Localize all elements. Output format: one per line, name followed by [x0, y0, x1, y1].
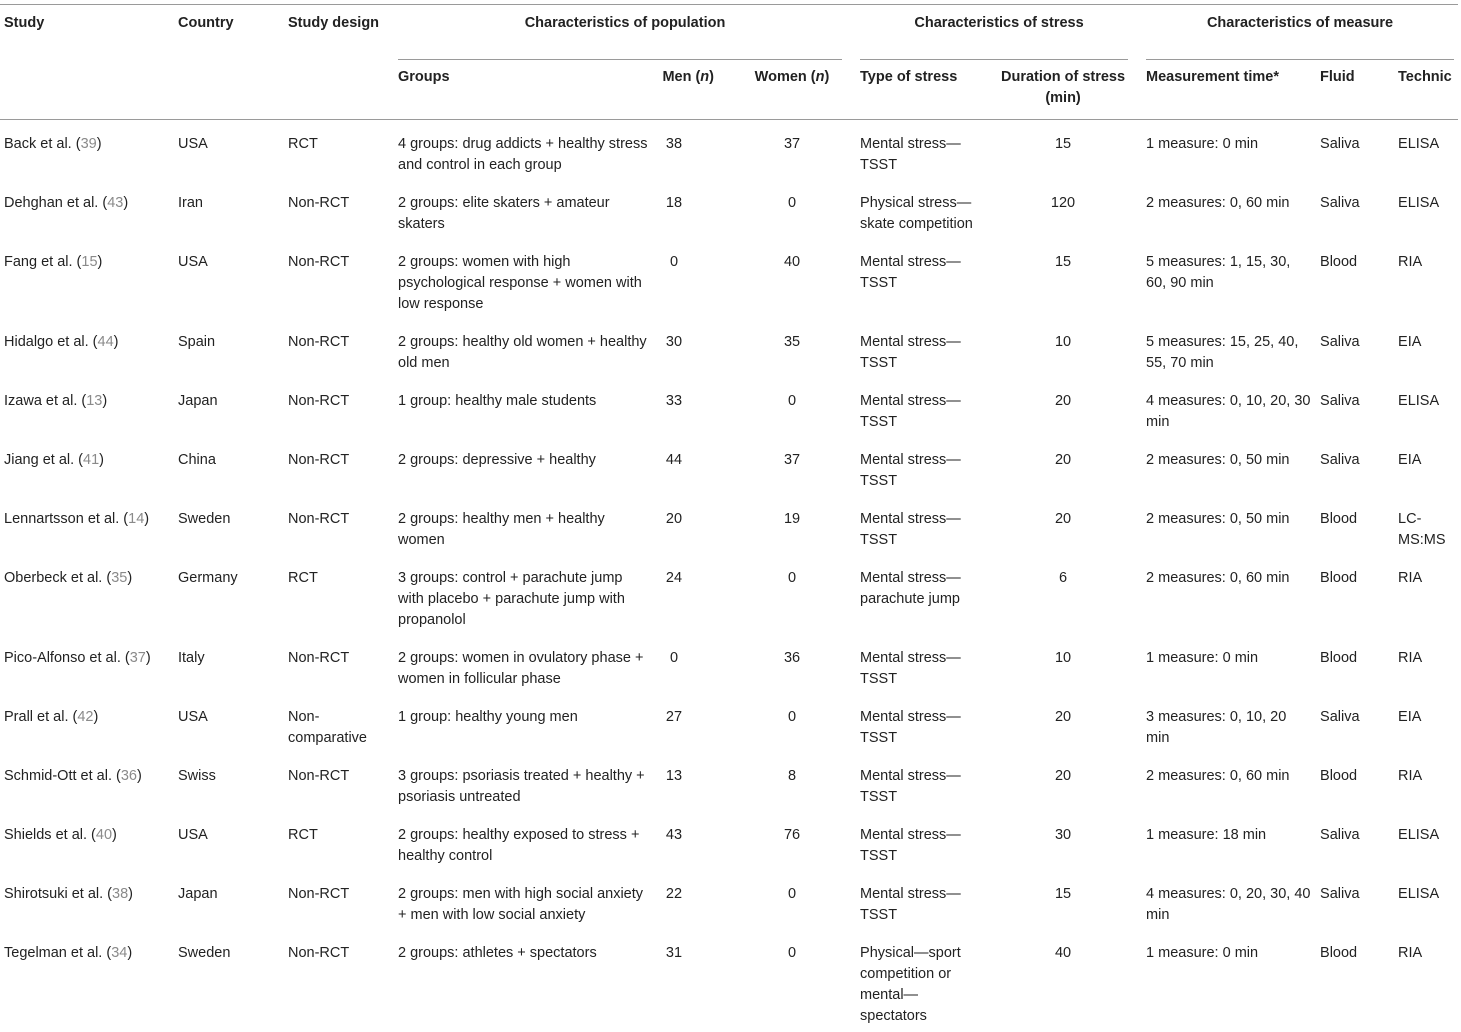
technic-cell: ELISA: [1394, 181, 1458, 240]
design-cell: Non-RCT: [284, 931, 394, 1032]
duration-cell: 120: [984, 181, 1142, 240]
stress-type-cell: Mental stress—TSST: [856, 636, 984, 695]
reference-link[interactable]: 41: [83, 452, 99, 468]
table-row: [0, 181, 1458, 240]
study-cell: [0, 379, 174, 438]
men-cell: 44: [656, 438, 728, 497]
duration-cell: 40: [984, 931, 1142, 1032]
groups-cell: 2 groups: healthy exposed to stress + healthy control: [394, 813, 656, 872]
technic-cell: RIA: [1394, 556, 1458, 636]
men-cell: 30: [656, 320, 728, 379]
reference-close-paren: ): [114, 334, 119, 350]
groups-cell: 1 group: healthy young men: [394, 695, 656, 754]
design-cell: Non-comparative: [284, 695, 394, 754]
study-cell: [0, 636, 174, 695]
design-cell: Non-RCT: [284, 754, 394, 813]
study-cell: [0, 556, 174, 636]
measurement-time-cell: 4 measures: 0, 20, 30, 40 min: [1142, 872, 1316, 931]
header-women-label: Women: [755, 69, 807, 85]
table-row: [0, 754, 1458, 813]
fluid-cell: Saliva: [1316, 872, 1394, 931]
design-cell: Non-RCT: [284, 636, 394, 695]
header-women-n: n: [816, 69, 825, 85]
header-fluid: Fluid: [1316, 60, 1394, 120]
fluid-cell: Saliva: [1316, 379, 1394, 438]
header-duration: Duration of stress (min): [984, 60, 1142, 120]
measurement-time-cell: 3 measures: 0, 10, 20 min: [1142, 695, 1316, 754]
measurement-time-cell: 4 measures: 0, 10, 20, 30 min: [1142, 379, 1316, 438]
study-cell: [0, 320, 174, 379]
groups-cell: 3 groups: control + parachute jump with placebo + parachute jump with propanolol: [394, 556, 656, 636]
technic-cell: RIA: [1394, 931, 1458, 1032]
study-name: Schmid-Ott et al. (: [4, 768, 121, 784]
header-men-label: Men: [662, 69, 691, 85]
table-row: [0, 556, 1458, 636]
study-name: Fang et al. (: [4, 254, 81, 270]
country-cell: China: [174, 438, 284, 497]
header-stress-rule: [860, 59, 1128, 60]
stress-type-cell: Mental stress—TSST: [856, 754, 984, 813]
duration-cell: 20: [984, 438, 1142, 497]
header-stress-label: Characteristics of stress: [914, 15, 1083, 31]
country-cell: USA: [174, 240, 284, 320]
header-stress-group: [856, 5, 1142, 61]
technic-cell: ELISA: [1394, 813, 1458, 872]
stress-type-cell: Mental stress—TSST: [856, 872, 984, 931]
design-cell: RCT: [284, 556, 394, 636]
groups-cell: 2 groups: athletes + spectators: [394, 931, 656, 1032]
reference-link[interactable]: 14: [128, 511, 144, 527]
table-body: [0, 120, 1458, 1032]
measurement-time-cell: 1 measure: 18 min: [1142, 813, 1316, 872]
country-cell: Japan: [174, 379, 284, 438]
women-cell: 19: [728, 497, 856, 556]
country-cell: Iran: [174, 181, 284, 240]
country-cell: USA: [174, 695, 284, 754]
study-name: Lennartsson et al. (: [4, 511, 128, 527]
duration-cell: 10: [984, 320, 1142, 379]
reference-link[interactable]: 13: [86, 393, 102, 409]
header-population-rule: [398, 59, 842, 60]
women-cell: 76: [728, 813, 856, 872]
reference-close-paren: ): [97, 136, 102, 152]
technic-cell: ELISA: [1394, 872, 1458, 931]
study-cell: [0, 120, 174, 182]
stress-type-cell: Mental stress—TSST: [856, 497, 984, 556]
groups-cell: 1 group: healthy male students: [394, 379, 656, 438]
fluid-cell: Blood: [1316, 636, 1394, 695]
measurement-time-cell: 5 measures: 15, 25, 40, 55, 70 min: [1142, 320, 1316, 379]
men-cell: 13: [656, 754, 728, 813]
study-name: Izawa et al. (: [4, 393, 86, 409]
women-cell: 0: [728, 556, 856, 636]
table-row: [0, 379, 1458, 438]
groups-cell: 3 groups: psoriasis treated + healthy + psoriasis untreated: [394, 754, 656, 813]
header-population-label: Characteristics of population: [525, 15, 726, 31]
technic-cell: RIA: [1394, 754, 1458, 813]
header-technic: Technic: [1394, 60, 1458, 120]
reference-link[interactable]: 39: [81, 136, 97, 152]
stress-type-cell: Mental stress—TSST: [856, 379, 984, 438]
measurement-time-cell: 2 measures: 0, 60 min: [1142, 181, 1316, 240]
header-men-n: n: [700, 69, 709, 85]
study-cell: [0, 438, 174, 497]
reference-link[interactable]: 35: [111, 570, 127, 586]
reference-close-paren: ): [99, 452, 104, 468]
country-cell: Sweden: [174, 931, 284, 1032]
measurement-time-cell: 2 measures: 0, 50 min: [1142, 438, 1316, 497]
groups-cell: 2 groups: healthy men + healthy women: [394, 497, 656, 556]
table-row: [0, 636, 1458, 695]
men-cell: 0: [656, 240, 728, 320]
technic-cell: EIA: [1394, 320, 1458, 379]
technic-cell: ELISA: [1394, 120, 1458, 182]
groups-cell: 2 groups: women in ovulatory phase + women in follicular phase: [394, 636, 656, 695]
design-cell: Non-RCT: [284, 240, 394, 320]
table-row: [0, 931, 1458, 1032]
study-name: Oberbeck et al. (: [4, 570, 111, 586]
header-row-groups: [0, 5, 1458, 61]
reference-link[interactable]: 15: [81, 254, 97, 270]
design-cell: RCT: [284, 813, 394, 872]
header-measurement-time: Measurement time*: [1142, 60, 1316, 120]
women-cell: 37: [728, 120, 856, 182]
header-country: Country: [174, 5, 284, 120]
fluid-cell: Saliva: [1316, 181, 1394, 240]
technic-cell: RIA: [1394, 636, 1458, 695]
study-cell: [0, 497, 174, 556]
table-row: [0, 320, 1458, 379]
header-study-design: Study design: [284, 5, 394, 120]
duration-cell: 15: [984, 872, 1142, 931]
reference-close-paren: ): [137, 768, 142, 784]
women-cell: 37: [728, 438, 856, 497]
duration-cell: 20: [984, 497, 1142, 556]
men-cell: 22: [656, 872, 728, 931]
men-cell: 20: [656, 497, 728, 556]
stress-type-cell: Physical—sport competition or mental—spectators: [856, 931, 984, 1032]
header-population-group: [394, 5, 856, 61]
women-cell: 0: [728, 379, 856, 438]
study-name: Shirotsuki et al. (: [4, 886, 112, 902]
table-row: [0, 497, 1458, 556]
country-cell: Swiss: [174, 754, 284, 813]
men-cell: 31: [656, 931, 728, 1032]
groups-cell: 4 groups: drug addicts + healthy stress and control in each group: [394, 120, 656, 182]
reference-close-paren: ): [128, 886, 133, 902]
fluid-cell: Blood: [1316, 240, 1394, 320]
fluid-cell: Blood: [1316, 556, 1394, 636]
country-cell: USA: [174, 813, 284, 872]
reference-close-paren: ): [123, 195, 128, 211]
groups-cell: 2 groups: women with high psychological response + women with low response: [394, 240, 656, 320]
fluid-cell: Saliva: [1316, 120, 1394, 182]
reference-link[interactable]: 43: [107, 195, 123, 211]
reference-close-paren: ): [93, 709, 98, 725]
study-name: Hidalgo et al. (: [4, 334, 98, 350]
measurement-time-cell: 2 measures: 0, 60 min: [1142, 556, 1316, 636]
table-row: [0, 120, 1458, 182]
study-cell: [0, 931, 174, 1032]
reference-close-paren: ): [127, 945, 132, 961]
country-cell: Japan: [174, 872, 284, 931]
study-name: Dehghan et al. (: [4, 195, 107, 211]
fluid-cell: Saliva: [1316, 813, 1394, 872]
country-cell: Spain: [174, 320, 284, 379]
study-name: Prall et al. (: [4, 709, 77, 725]
measurement-time-cell: 1 measure: 0 min: [1142, 636, 1316, 695]
groups-cell: 2 groups: men with high social anxiety + men with low social anxiety: [394, 872, 656, 931]
design-cell: RCT: [284, 120, 394, 182]
duration-cell: 20: [984, 379, 1142, 438]
study-name: Tegelman et al. (: [4, 945, 111, 961]
header-men: Men (n): [656, 60, 728, 120]
reference-close-paren: ): [112, 827, 117, 843]
study-cell: [0, 754, 174, 813]
header-groups: Groups: [394, 60, 656, 120]
women-cell: 0: [728, 931, 856, 1032]
table-row: [0, 240, 1458, 320]
country-cell: Sweden: [174, 497, 284, 556]
header-measure-rule: [1146, 59, 1454, 60]
reference-close-paren: ): [144, 511, 149, 527]
measurement-time-cell: 2 measures: 0, 60 min: [1142, 754, 1316, 813]
technic-cell: EIA: [1394, 438, 1458, 497]
study-cell: [0, 181, 174, 240]
women-cell: 0: [728, 695, 856, 754]
reference-link[interactable]: 44: [98, 334, 114, 350]
stress-type-cell: Physical stress—skate competition: [856, 181, 984, 240]
fluid-cell: Blood: [1316, 754, 1394, 813]
design-cell: Non-RCT: [284, 379, 394, 438]
duration-cell: 20: [984, 754, 1142, 813]
country-cell: Italy: [174, 636, 284, 695]
studies-table: [0, 4, 1458, 1032]
duration-cell: 30: [984, 813, 1142, 872]
stress-type-cell: Mental stress—TSST: [856, 240, 984, 320]
technic-cell: ELISA: [1394, 379, 1458, 438]
technic-cell: RIA: [1394, 240, 1458, 320]
reference-close-paren: ): [146, 650, 151, 666]
men-cell: 38: [656, 120, 728, 182]
fluid-cell: Blood: [1316, 497, 1394, 556]
header-measure-group: [1142, 5, 1458, 61]
reference-link[interactable]: 36: [121, 768, 137, 784]
duration-cell: 15: [984, 240, 1142, 320]
groups-cell: 2 groups: healthy old women + healthy old men: [394, 320, 656, 379]
fluid-cell: Saliva: [1316, 320, 1394, 379]
stress-type-cell: Mental stress—TSST: [856, 695, 984, 754]
table-row: [0, 813, 1458, 872]
women-cell: 0: [728, 872, 856, 931]
technic-cell: LC-MS:MS: [1394, 497, 1458, 556]
reference-link[interactable]: 40: [96, 827, 112, 843]
fluid-cell: Saliva: [1316, 695, 1394, 754]
women-cell: 8: [728, 754, 856, 813]
stress-type-cell: Mental stress—parachute jump: [856, 556, 984, 636]
men-cell: 27: [656, 695, 728, 754]
duration-cell: 6: [984, 556, 1142, 636]
header-type-of-stress: Type of stress: [856, 60, 984, 120]
country-cell: Germany: [174, 556, 284, 636]
reference-link[interactable]: 38: [112, 886, 128, 902]
women-cell: 35: [728, 320, 856, 379]
country-cell: USA: [174, 120, 284, 182]
reference-link[interactable]: 34: [111, 945, 127, 961]
header-measure-label: Characteristics of measure: [1207, 15, 1393, 31]
stress-type-cell: Mental stress—TSST: [856, 320, 984, 379]
stress-type-cell: Mental stress—TSST: [856, 438, 984, 497]
measurement-time-cell: 1 measure: 0 min: [1142, 931, 1316, 1032]
women-cell: 36: [728, 636, 856, 695]
study-cell: [0, 695, 174, 754]
men-cell: 43: [656, 813, 728, 872]
table-row: [0, 872, 1458, 931]
design-cell: Non-RCT: [284, 181, 394, 240]
design-cell: Non-RCT: [284, 872, 394, 931]
measurement-time-cell: 1 measure: 0 min: [1142, 120, 1316, 182]
reference-close-paren: ): [127, 570, 132, 586]
duration-cell: 15: [984, 120, 1142, 182]
table-row: [0, 438, 1458, 497]
study-name: Back et al. (: [4, 136, 81, 152]
study-cell: [0, 872, 174, 931]
groups-cell: 2 groups: elite skaters + amateur skaters: [394, 181, 656, 240]
reference-close-paren: ): [98, 254, 103, 270]
duration-cell: 10: [984, 636, 1142, 695]
study-name: Jiang et al. (: [4, 452, 83, 468]
duration-cell: 20: [984, 695, 1142, 754]
header-study: Study: [0, 5, 174, 120]
men-cell: 18: [656, 181, 728, 240]
men-cell: 33: [656, 379, 728, 438]
reference-link[interactable]: 37: [130, 650, 146, 666]
study-name: Shields et al. (: [4, 827, 96, 843]
fluid-cell: Blood: [1316, 931, 1394, 1032]
design-cell: Non-RCT: [284, 438, 394, 497]
stress-type-cell: Mental stress—TSST: [856, 813, 984, 872]
study-name: Pico-Alfonso et al. (: [4, 650, 130, 666]
technic-cell: EIA: [1394, 695, 1458, 754]
design-cell: Non-RCT: [284, 320, 394, 379]
women-cell: 0: [728, 181, 856, 240]
study-cell: [0, 240, 174, 320]
women-cell: 40: [728, 240, 856, 320]
reference-link[interactable]: 42: [77, 709, 93, 725]
men-cell: 0: [656, 636, 728, 695]
study-cell: [0, 813, 174, 872]
measurement-time-cell: 5 measures: 1, 15, 30, 60, 90 min: [1142, 240, 1316, 320]
table-row: [0, 695, 1458, 754]
header-women: Women (n): [728, 60, 856, 120]
reference-close-paren: ): [102, 393, 107, 409]
design-cell: Non-RCT: [284, 497, 394, 556]
groups-cell: 2 groups: depressive + healthy: [394, 438, 656, 497]
fluid-cell: Saliva: [1316, 438, 1394, 497]
men-cell: 24: [656, 556, 728, 636]
measurement-time-cell: 2 measures: 0, 50 min: [1142, 497, 1316, 556]
stress-type-cell: Mental stress—TSST: [856, 120, 984, 182]
